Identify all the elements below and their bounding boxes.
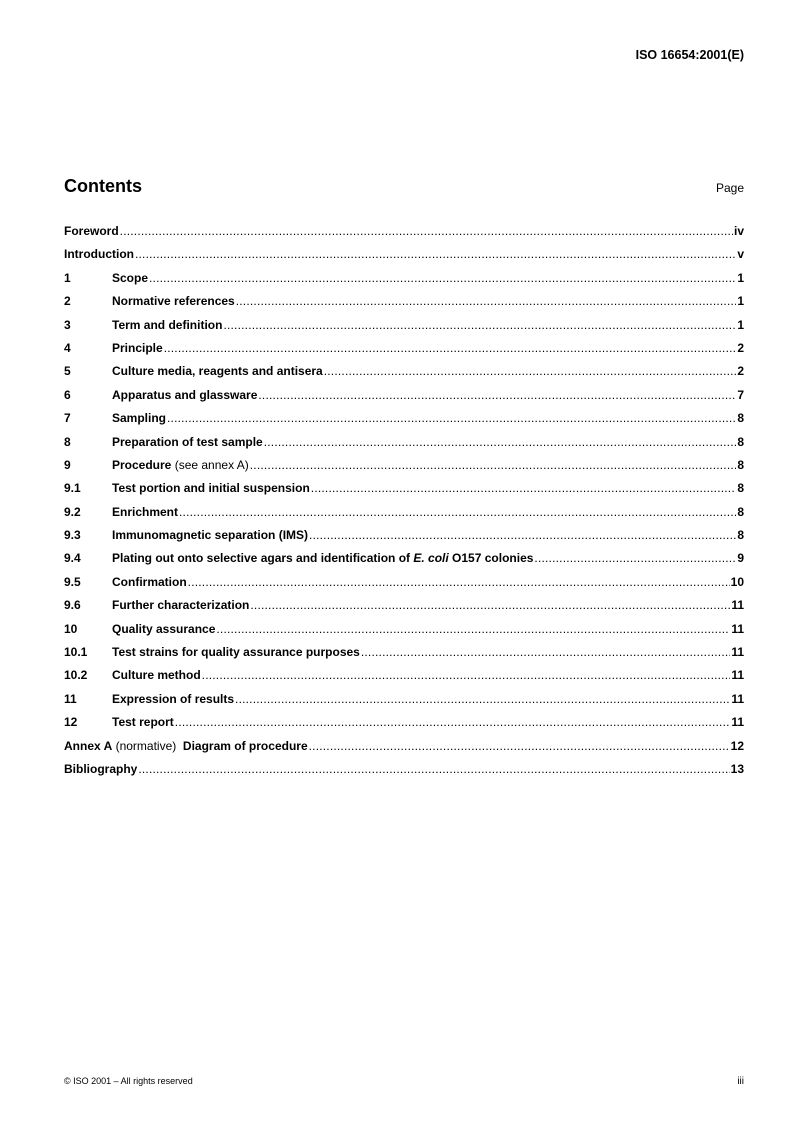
toc-entry[interactable] xyxy=(64,318,744,341)
toc-entry[interactable] xyxy=(64,341,744,364)
toc-entry-page: 11 xyxy=(731,598,744,613)
toc-entry-page: 8 xyxy=(737,434,744,449)
toc-entry-label xyxy=(112,388,257,402)
toc-entry-number: 9.6 xyxy=(64,598,81,613)
toc-entry-label xyxy=(112,528,308,542)
toc-entry-label xyxy=(112,435,263,449)
toc-entry-number: 9 xyxy=(64,457,71,472)
toc-entry-number: 9.2 xyxy=(64,504,81,519)
toc-entry-label xyxy=(112,715,174,729)
toc-entry-title-end: Diagram of procedure xyxy=(182,738,308,753)
toc-entry-number: 2 xyxy=(64,294,71,309)
toc-entry-page: 13 xyxy=(730,761,744,776)
toc-entry-page: 8 xyxy=(737,411,744,426)
dot-leader xyxy=(216,622,730,636)
toc-entry-note: (see annex A) xyxy=(171,457,249,472)
toc-entry-page: 8 xyxy=(737,457,744,472)
toc-entry-title: Plating out onto selective agars and identification of xyxy=(112,551,414,566)
toc-entry-label xyxy=(112,622,215,636)
toc-entry-title: Apparatus and glassware xyxy=(112,387,258,402)
toc-entry-number: 10 xyxy=(64,621,78,636)
toc-entry[interactable] xyxy=(64,224,744,247)
toc-entry[interactable] xyxy=(64,247,744,270)
toc-entry-label xyxy=(112,505,178,519)
toc-entry-number: 9.5 xyxy=(64,574,81,589)
toc-entry-label xyxy=(112,364,323,378)
toc-entry-page: 11 xyxy=(731,621,744,636)
dot-leader xyxy=(188,575,730,589)
toc-entry-title: Term and definition xyxy=(112,317,223,332)
toc-entry-number: 1 xyxy=(64,270,71,285)
dot-leader xyxy=(202,668,731,682)
dot-leader xyxy=(138,762,729,776)
toc-entry-label xyxy=(112,458,249,472)
toc-entry-label xyxy=(64,739,308,753)
toc-entry-title: Procedure xyxy=(112,457,172,472)
toc-entry-label xyxy=(112,551,533,565)
toc-entry[interactable] xyxy=(64,668,744,691)
toc-entry-page: 11 xyxy=(731,668,744,683)
dot-leader xyxy=(361,645,730,659)
dot-leader xyxy=(167,411,736,425)
toc-entry-number: 9.3 xyxy=(64,528,81,543)
toc-entry-title: Test portion and initial suspension xyxy=(112,481,310,496)
toc-entry[interactable] xyxy=(64,481,744,504)
dot-leader xyxy=(309,739,730,753)
toc-entry-page: 8 xyxy=(737,528,744,543)
toc-entry-page: 2 xyxy=(737,340,744,355)
toc-entry-number: 5 xyxy=(64,364,71,379)
toc-entry[interactable] xyxy=(64,271,744,294)
toc-entry-page: 11 xyxy=(731,645,744,660)
toc-entry-number: 8 xyxy=(64,434,71,449)
toc-entry[interactable] xyxy=(64,692,744,715)
page-column-label: Page xyxy=(715,181,744,195)
toc-entry[interactable] xyxy=(64,715,744,738)
toc-entry-page: 1 xyxy=(737,294,744,309)
toc-entry-title: Normative references xyxy=(112,294,235,309)
toc-entry-title: Bibliography xyxy=(64,761,138,776)
dot-leader xyxy=(309,528,736,542)
dot-leader xyxy=(250,458,737,472)
toc-entry-page: 8 xyxy=(737,481,744,496)
toc-entry-label xyxy=(64,224,119,238)
toc-entry-title: Quality assurance xyxy=(112,621,216,636)
toc-entry[interactable] xyxy=(64,575,744,598)
toc-entry[interactable] xyxy=(64,458,744,481)
toc-entry-title: Confirmation xyxy=(112,574,187,589)
toc-entry-number: 9.4 xyxy=(64,551,81,566)
toc-entry[interactable] xyxy=(64,528,744,551)
toc-entry-page: v xyxy=(737,247,744,262)
toc-entry-title: Preparation of test sample xyxy=(112,434,263,449)
dot-leader xyxy=(258,388,736,402)
toc-entry-label xyxy=(112,411,166,425)
toc-entry-title: Foreword xyxy=(64,224,119,238)
toc-entry-page: 12 xyxy=(730,738,744,753)
toc-entry[interactable] xyxy=(64,294,744,317)
toc-entry[interactable] xyxy=(64,551,744,574)
toc-entry-title: Introduction xyxy=(64,247,134,262)
dot-leader xyxy=(149,271,736,285)
toc-entry-label xyxy=(112,575,187,589)
toc-entry-title: Test strains for quality assurance purposes xyxy=(112,645,360,660)
dot-leader xyxy=(534,551,736,565)
dot-leader xyxy=(179,505,736,519)
toc-entry-title: Scope xyxy=(112,270,149,285)
toc-entry[interactable] xyxy=(64,762,744,785)
toc-entry[interactable] xyxy=(64,435,744,458)
contents-heading-row xyxy=(64,176,744,197)
toc-entry-number: 10.2 xyxy=(64,668,88,683)
toc-entry-title: Enrichment xyxy=(112,504,179,519)
toc-entry-page: 7 xyxy=(737,387,744,402)
toc-entry-page: 1 xyxy=(737,270,744,285)
toc-entry-page: 1 xyxy=(737,317,744,332)
toc-entry-number: 9.1 xyxy=(64,481,81,496)
toc-entry[interactable] xyxy=(64,411,744,434)
table-of-contents xyxy=(64,224,744,785)
toc-entry[interactable] xyxy=(64,645,744,668)
toc-entry-page: iv xyxy=(733,224,744,238)
toc-entry-label xyxy=(112,294,235,308)
toc-entry-page: 11 xyxy=(731,691,744,706)
toc-entry-number: 4 xyxy=(64,340,71,355)
dot-leader xyxy=(235,692,730,706)
toc-entry-italic: E. coli xyxy=(413,551,449,566)
dot-leader xyxy=(164,341,737,355)
toc-entry-title: Test report xyxy=(112,715,174,730)
toc-entry[interactable] xyxy=(64,364,744,387)
toc-entry-title: Annex A xyxy=(64,738,113,753)
toc-entry-page: 10 xyxy=(730,574,744,589)
toc-entry-title: Culture media, reagents and antisera xyxy=(112,364,323,379)
toc-entry-title: Principle xyxy=(112,340,163,355)
toc-entry-label xyxy=(112,668,201,682)
toc-entry-title: Culture method xyxy=(112,668,201,683)
toc-entry[interactable] xyxy=(64,388,744,411)
page-footer xyxy=(64,1076,744,1087)
toc-entry-label xyxy=(112,341,163,355)
toc-entry-title: Expression of results xyxy=(112,691,235,706)
toc-entry-title-end: O157 colonies xyxy=(448,551,534,566)
toc-entry-label xyxy=(64,762,137,776)
toc-entry-page: 2 xyxy=(737,364,744,379)
dot-leader xyxy=(223,318,736,332)
toc-entry-number: 6 xyxy=(64,387,71,402)
toc-entry-label xyxy=(112,692,234,706)
document-id: ISO 16654:2001(E) xyxy=(635,48,744,62)
copyright-notice: © ISO 2001 – All rights reserved xyxy=(64,1076,193,1086)
dot-leader xyxy=(120,224,733,238)
toc-entry-label xyxy=(112,645,360,659)
toc-entry[interactable] xyxy=(64,598,744,621)
toc-entry-page: 11 xyxy=(731,715,744,730)
toc-entry-page: 8 xyxy=(737,504,744,519)
toc-entry-number: 7 xyxy=(64,411,71,426)
toc-entry-title: Further characterization xyxy=(112,598,250,613)
toc-entry-title: Immunomagnetic separation (IMS) xyxy=(112,528,309,543)
toc-entry-label xyxy=(112,318,222,332)
toc-entry-label xyxy=(64,247,134,261)
toc-entry-label xyxy=(112,598,249,612)
toc-entry-label xyxy=(112,271,148,285)
toc-entry-page: 9 xyxy=(737,551,744,566)
toc-entry-title: Sampling xyxy=(112,411,167,426)
dot-leader xyxy=(311,481,737,495)
toc-entry[interactable] xyxy=(64,739,744,762)
toc-entry-number: 12 xyxy=(64,715,78,730)
toc-entry-note: (normative) xyxy=(112,738,183,753)
toc-entry[interactable] xyxy=(64,505,744,528)
dot-leader xyxy=(324,364,737,378)
dot-leader xyxy=(250,598,730,612)
dot-leader xyxy=(175,715,731,729)
toc-entry-number: 10.1 xyxy=(64,645,88,660)
page-number: iii xyxy=(737,1076,744,1087)
dot-leader xyxy=(135,247,736,261)
dot-leader xyxy=(264,435,737,449)
dot-leader xyxy=(236,294,737,308)
toc-entry-number: 3 xyxy=(64,317,71,332)
contents-title: Contents xyxy=(64,176,142,196)
toc-entry-label xyxy=(112,481,310,495)
toc-entry[interactable] xyxy=(64,622,744,645)
toc-entry-number: 11 xyxy=(64,691,77,706)
